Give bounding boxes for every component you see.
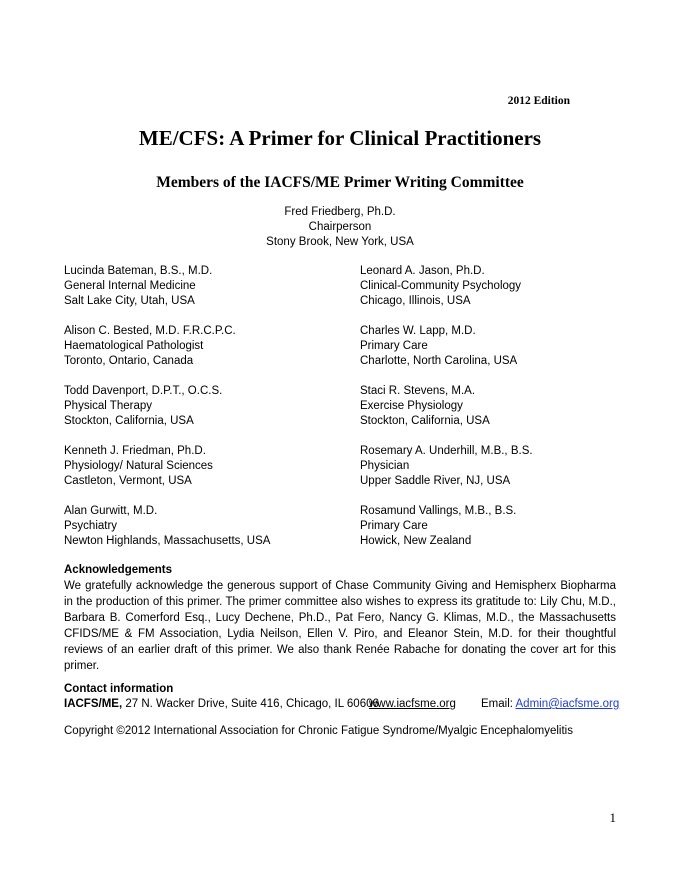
edition-label: 2012 Edition	[507, 95, 570, 107]
member-entry	[64, 504, 354, 564]
document-title: ME/CFS: A Primer for Clinical Practitioners	[138, 126, 542, 150]
member-name: Rosemary A. Underhill, M.B., B.S.	[360, 445, 533, 457]
member-field: Clinical-Community Psychology	[360, 280, 522, 292]
member-name: Charles W. Lapp, M.D.	[360, 325, 476, 337]
member-field: Primary Care	[360, 340, 428, 352]
organization-name: IACFS/ME,	[64, 698, 123, 710]
member-field: Haematological Pathologist	[64, 340, 204, 352]
member-name: Alison C. Bested, M.D. F.R.C.P.C.	[64, 325, 236, 337]
member-entry	[360, 324, 650, 384]
members-left-column	[64, 264, 354, 564]
member-field: Physician	[360, 460, 410, 472]
member-field: Physical Therapy	[64, 400, 152, 412]
contact-section	[64, 682, 624, 712]
member-name: Alan Gurwitt, M.D.	[64, 505, 158, 517]
member-field: Psychiatry	[64, 520, 118, 532]
member-location: Salt Lake City, Utah, USA	[64, 295, 195, 307]
member-entry	[360, 444, 650, 504]
member-entry	[360, 504, 650, 564]
chairperson-location: Stony Brook, New York, USA	[266, 236, 414, 248]
member-entry	[64, 264, 354, 324]
member-field: Primary Care	[360, 520, 428, 532]
member-entry	[360, 264, 650, 324]
member-name: Staci R. Stevens, M.A.	[360, 385, 476, 397]
member-name: Kenneth J. Friedman, Ph.D.	[64, 445, 206, 457]
member-location: Howick, New Zealand	[360, 535, 472, 547]
member-location: Stockton, California, USA	[360, 415, 490, 427]
acknowledgements-heading: Acknowledgements	[64, 564, 172, 576]
member-name: Rosamund Vallings, M.B., B.S.	[360, 505, 517, 517]
website-link[interactable]: www.iacfsme.org	[369, 698, 456, 710]
member-name: Todd Davenport, D.P.T., O.C.S.	[64, 385, 223, 397]
email-label: Email:	[481, 698, 516, 710]
acknowledgements-text: We gratefully acknowledge the generous support of Chase Community Giving and Hemispherx Biopharma in the production of this primer. The primer committee also wishes to express its gratitude to: Lily Chu, M.D., Barbara B. Comerford Esq., Lucy Dechene, Ph.D., Pat Fero, Nancy G. Klimas, M.D., the Massachusetts CFIDS/ME & FM Association, Lydia Neilson, Ellen V. Piro, and Eleanor Stein, M.D. for their thoughtful reviews of an earlier draft of this primer. We also thank Renée Rabache for donating the cover art for this primer.	[64, 580, 616, 672]
members-right-column	[360, 264, 650, 564]
member-location: Chicago, Illinois, USA	[360, 295, 471, 307]
contact-line	[64, 697, 624, 712]
email-label-wrap	[481, 697, 619, 712]
chairperson-block	[0, 205, 680, 250]
contact-heading: Contact information	[64, 683, 174, 695]
chairperson-role: Chairperson	[308, 221, 372, 233]
member-entry	[64, 324, 354, 384]
member-location: Toronto, Ontario, Canada	[64, 355, 194, 367]
member-location: Upper Saddle River, NJ, USA	[360, 475, 511, 487]
member-field: Exercise Physiology	[360, 400, 463, 412]
chairperson-name: Fred Friedberg, Ph.D.	[284, 206, 396, 218]
email-link[interactable]: Admin@iacfsme.org	[515, 698, 620, 710]
mailing-address: 27 N. Wacker Drive, Suite 416, Chicago, IL 60606	[122, 698, 379, 710]
member-entry	[360, 384, 650, 444]
member-name: Leonard A. Jason, Ph.D.	[360, 265, 485, 277]
member-entry	[64, 444, 354, 504]
member-field: Physiology/ Natural Sciences	[64, 460, 213, 472]
member-location: Charlotte, North Carolina, USA	[360, 355, 518, 367]
member-location: Stockton, California, USA	[64, 415, 194, 427]
member-name: Lucinda Bateman, B.S., M.D.	[64, 265, 213, 277]
member-entry	[64, 384, 354, 444]
member-field: General Internal Medicine	[64, 280, 196, 292]
member-location: Castleton, Vermont, USA	[64, 475, 192, 487]
copyright-notice: Copyright ©2012 International Association for Chronic Fatigue Syndrome/Myalgic Encephalomyelitis	[64, 725, 573, 737]
page-number: 1	[609, 810, 616, 825]
committee-heading: Members of the IACFS/ME Primer Writing Committee	[156, 174, 524, 191]
member-location: Newton Highlands, Massachusetts, USA	[64, 535, 271, 547]
acknowledgements-section	[64, 562, 616, 674]
